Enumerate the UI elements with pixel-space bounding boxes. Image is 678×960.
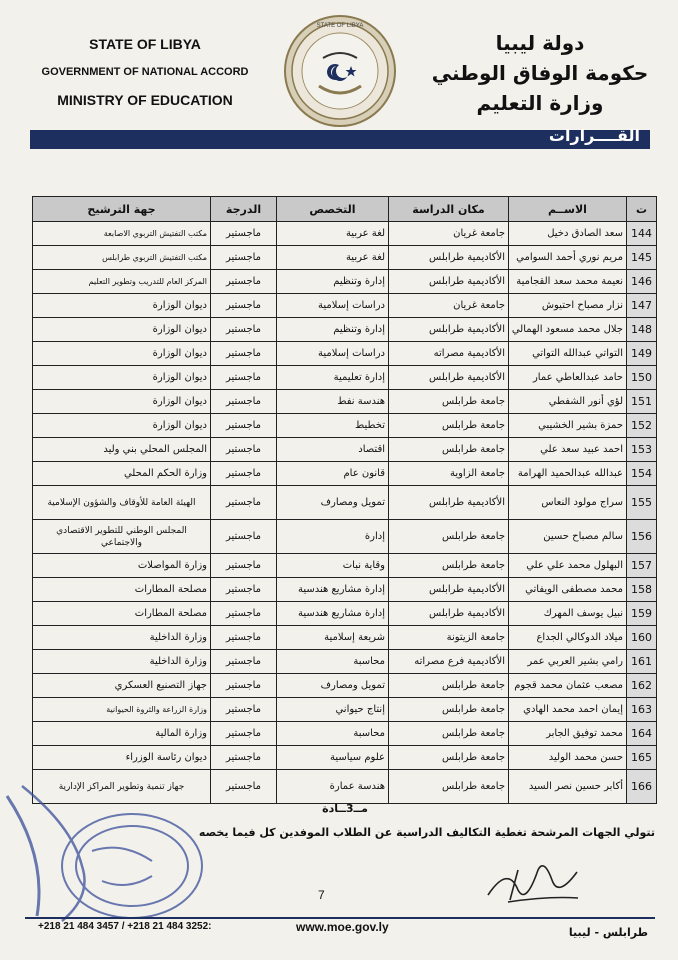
table-row (33, 746, 657, 770)
cell-number: 163 (627, 698, 657, 722)
cell-specialty: إدارة وتنظيم (277, 270, 389, 294)
cell-specialty: محاسبة (277, 722, 389, 746)
cell-name: مريم نوري أحمد السوامي (509, 246, 627, 270)
cell-place: جامعة طرابلس (389, 722, 509, 746)
cell-specialty: دراسات إسلامية (277, 342, 389, 366)
cell-name: مصعب عثمان محمد قجوم (509, 674, 627, 698)
cell-degree: ماجستير (211, 626, 277, 650)
column-header-number: ت (627, 197, 657, 222)
cell-place: جامعة طرابلس (389, 698, 509, 722)
cell-place: الأكاديمية طرابلس (389, 270, 509, 294)
table-row (33, 342, 657, 366)
cell-nominator: مكتب التفتيش التربوي طرابلس (33, 246, 211, 270)
cell-name: نبيل يوسف المهرك (509, 602, 627, 626)
table-row (33, 270, 657, 294)
table-row (33, 390, 657, 414)
cell-place: جامعة غريان (389, 294, 509, 318)
cell-nominator: ديوان الوزارة (33, 390, 211, 414)
cell-nominator: جهاز التصنيع العسكري (33, 674, 211, 698)
cell-name: جلال محمد مسعود الهمالي (509, 318, 627, 342)
table-row (33, 626, 657, 650)
footer-website: www.moe.gov.ly (296, 920, 389, 934)
cell-number: 153 (627, 438, 657, 462)
cell-place: الأكاديمية طرابلس (389, 578, 509, 602)
cell-specialty: إدارة مشاريع هندسية (277, 602, 389, 626)
cell-number: 148 (627, 318, 657, 342)
cell-nominator: مصلحة المطارات (33, 602, 211, 626)
cell-nominator: ديوان الوزارة (33, 294, 211, 318)
cell-number: 154 (627, 462, 657, 486)
cell-specialty: علوم سياسية (277, 746, 389, 770)
header-ar-line-2: حكومة الوفاق الوطني (431, 61, 649, 85)
cell-number: 147 (627, 294, 657, 318)
column-header-place: مكان الدراسة (389, 197, 509, 222)
cell-specialty: تخطيط (277, 414, 389, 438)
cell-name: نعيمة محمد سعد القجامية (509, 270, 627, 294)
cell-name: إيمان احمد محمد الهادي (509, 698, 627, 722)
cell-name: البهلول محمد علي علي (509, 554, 627, 578)
cell-name: حامد عبدالعاطي عمار (509, 366, 627, 390)
cell-nominator: مكتب التفتيش التربوي الاصابعة (33, 222, 211, 246)
cell-name: رامي بشير العربي عمر (509, 650, 627, 674)
table-row (33, 294, 657, 318)
table-row (33, 554, 657, 578)
column-header-name: الاســم (509, 197, 627, 222)
cell-number: 151 (627, 390, 657, 414)
seal-text: STATE OF LIBYA (316, 23, 364, 29)
cell-specialty: إدارة (277, 520, 389, 554)
cell-specialty: إنتاج حيواني (277, 698, 389, 722)
cell-place: الأكاديمية طرابلس (389, 486, 509, 520)
cell-nominator: ديوان الوزارة (33, 342, 211, 366)
cell-degree: ماجستير (211, 554, 277, 578)
cell-degree: ماجستير (211, 342, 277, 366)
cell-name: احمد عبيد سعد علي (509, 438, 627, 462)
column-header-specialty: التخصص (277, 197, 389, 222)
cell-specialty: شريعة إسلامية (277, 626, 389, 650)
table-row (33, 650, 657, 674)
table-row (33, 674, 657, 698)
table-row (33, 486, 657, 520)
cell-place: جامعة طرابلس (389, 520, 509, 554)
cell-specialty: هندسة نفط (277, 390, 389, 414)
cell-place: الأكاديمية طرابلس (389, 602, 509, 626)
cell-number: 156 (627, 520, 657, 554)
cell-specialty: تمويل ومصارف (277, 486, 389, 520)
cell-nominator: وزارة الحكم المحلي (33, 462, 211, 486)
cell-nominator: مصلحة المطارات (33, 578, 211, 602)
cell-name: عبدالله عبدالحميد الهرامة (509, 462, 627, 486)
cell-place: جامعة طرابلس (389, 770, 509, 804)
cell-degree: ماجستير (211, 698, 277, 722)
table-row (33, 222, 657, 246)
cell-specialty: وقاية نبات (277, 554, 389, 578)
footer-phone: +218 21 484 3457 / +218 21 484 3252: (38, 921, 212, 932)
cell-degree: ماجستير (211, 318, 277, 342)
cell-name: حمزة بشير الخشيبي (509, 414, 627, 438)
cell-number: 149 (627, 342, 657, 366)
cell-degree: ماجستير (211, 650, 277, 674)
cell-name: أكابر حسين نصر السيد (509, 770, 627, 804)
cell-place: جامعة طرابلس (389, 554, 509, 578)
state-seal-icon (283, 14, 397, 128)
cell-number: 158 (627, 578, 657, 602)
cell-nominator: ديوان الوزارة (33, 366, 211, 390)
table-row (33, 246, 657, 270)
article-heading: مــ3ــادة (322, 802, 368, 815)
cell-place: جامعة طرابلس (389, 674, 509, 698)
ministry-stamp-icon (2, 776, 222, 926)
table-row (33, 318, 657, 342)
table-body (33, 222, 657, 804)
cell-number: 155 (627, 486, 657, 520)
header-arabic (430, 28, 650, 118)
cell-place: الأكاديمية طرابلس (389, 366, 509, 390)
header-en-line-2: GOVERNMENT OF NATIONAL ACCORD (41, 66, 249, 78)
cell-nominator: المركز العام للتدريب وتطوير التعليم (33, 270, 211, 294)
cell-specialty: اقتصاد (277, 438, 389, 462)
cell-nominator: وزارة المالية (33, 722, 211, 746)
cell-degree: ماجستير (211, 770, 277, 804)
column-header-nominator: جهة الترشيح (33, 197, 211, 222)
article-text: تتولي الجهات المرشحة تغطية التكاليف الدراسية عن الطلاب الموفدين كل فيما يخصه (198, 826, 655, 839)
table-header-row (33, 197, 657, 222)
cell-place: جامعة طرابلس (389, 746, 509, 770)
footer-city: طرابلس - ليبيا (568, 926, 648, 939)
header-ar-line-3: وزارة التعليم (476, 91, 604, 115)
cell-degree: ماجستير (211, 674, 277, 698)
signature-icon (478, 850, 588, 910)
cell-place: الأكاديمية طرابلس (389, 246, 509, 270)
table-row (33, 414, 657, 438)
cell-degree: ماجستير (211, 462, 277, 486)
cell-nominator: ديوان الوزارة (33, 318, 211, 342)
cell-name: سعد الصادق دخيل (509, 222, 627, 246)
table-row (33, 602, 657, 626)
cell-name: التواتي عبدالله التواتي (509, 342, 627, 366)
cell-specialty: إدارة مشاريع هندسية (277, 578, 389, 602)
table-row (33, 520, 657, 554)
cell-degree: ماجستير (211, 270, 277, 294)
cell-specialty: لغة عربية (277, 246, 389, 270)
cell-degree: ماجستير (211, 520, 277, 554)
cell-place: جامعة طرابلس (389, 390, 509, 414)
table-row (33, 722, 657, 746)
cell-specialty: إدارة تعليمية (277, 366, 389, 390)
cell-degree: ماجستير (211, 722, 277, 746)
cell-specialty: قانون عام (277, 462, 389, 486)
cell-nominator: المجلس الوطني للتطوير الاقتصادي والاجتماعي (33, 520, 211, 554)
cell-nominator: وزارة الداخلية (33, 650, 211, 674)
cell-place: جامعة غريان (389, 222, 509, 246)
table-row (33, 438, 657, 462)
cell-number: 161 (627, 650, 657, 674)
cell-number: 160 (627, 626, 657, 650)
cell-specialty: محاسبة (277, 650, 389, 674)
section-title: القــــرارات (548, 126, 640, 145)
cell-degree: ماجستير (211, 746, 277, 770)
decisions-table (32, 196, 657, 804)
cell-number: 145 (627, 246, 657, 270)
cell-number: 164 (627, 722, 657, 746)
cell-nominator: وزارة الزراعة والثروة الحيوانية (33, 698, 211, 722)
cell-degree: ماجستير (211, 294, 277, 318)
cell-degree: ماجستير (211, 246, 277, 270)
cell-nominator: جهاز تنمية وتطوير المراكز الإدارية (33, 770, 211, 804)
cell-number: 146 (627, 270, 657, 294)
cell-nominator: ديوان رئاسة الوزراء (33, 746, 211, 770)
cell-place: جامعة طرابلس (389, 414, 509, 438)
cell-place: الأكاديمية طرابلس (389, 318, 509, 342)
cell-place: جامعة الزاوية (389, 462, 509, 486)
cell-name: سراج مولود النعاس (509, 486, 627, 520)
cell-specialty: دراسات إسلامية (277, 294, 389, 318)
cell-name: محمد توفيق الجابر (509, 722, 627, 746)
cell-degree: ماجستير (211, 222, 277, 246)
cell-nominator: وزارة الداخلية (33, 626, 211, 650)
footer-divider (25, 917, 655, 919)
cell-specialty: لغة عربية (277, 222, 389, 246)
header-en-line-3: MINISTRY OF EDUCATION (57, 92, 233, 108)
cell-name: ميلاد الدوكالي الجداع (509, 626, 627, 650)
cell-specialty: تمويل ومصارف (277, 674, 389, 698)
cell-number: 159 (627, 602, 657, 626)
cell-degree: ماجستير (211, 578, 277, 602)
cell-degree: ماجستير (211, 390, 277, 414)
cell-number: 152 (627, 414, 657, 438)
cell-name: محمد مصطفى الويفاتي (509, 578, 627, 602)
table-row (33, 366, 657, 390)
table-row (33, 462, 657, 486)
cell-degree: ماجستير (211, 602, 277, 626)
cell-degree: ماجستير (211, 438, 277, 462)
cell-name: سالم مصباح حسين (509, 520, 627, 554)
cell-number: 162 (627, 674, 657, 698)
cell-name: حسن محمد الوليد (509, 746, 627, 770)
cell-number: 165 (627, 746, 657, 770)
cell-name: نزار مصباح احتيوش (509, 294, 627, 318)
cell-place: جامعة طرابلس (389, 438, 509, 462)
cell-nominator: الهيئة العامة للأوقاف والشؤون الإسلامية (33, 486, 211, 520)
cell-number: 144 (627, 222, 657, 246)
cell-degree: ماجستير (211, 414, 277, 438)
page-number: 7 (318, 888, 325, 902)
column-header-degree: الدرجة (211, 197, 277, 222)
cell-place: الأكاديمية مصراته (389, 342, 509, 366)
cell-place: الأكاديمية فرع مصراته (389, 650, 509, 674)
cell-number: 150 (627, 366, 657, 390)
header-ar-line-1: دولة ليبيا (495, 31, 585, 55)
cell-number: 157 (627, 554, 657, 578)
cell-specialty: إدارة وتنظيم (277, 318, 389, 342)
cell-nominator: المجلس المحلي بني وليد (33, 438, 211, 462)
cell-degree: ماجستير (211, 486, 277, 520)
cell-name: لؤي أنور الشفطي (509, 390, 627, 414)
cell-number: 166 (627, 770, 657, 804)
header-en-line-1: STATE OF LIBYA (89, 36, 201, 52)
cell-nominator: ديوان الوزارة (33, 414, 211, 438)
cell-place: جامعة الزيتونة (389, 626, 509, 650)
header-english (20, 30, 270, 114)
cell-specialty: هندسة عمارة (277, 770, 389, 804)
cell-nominator: وزارة المواصلات (33, 554, 211, 578)
table-row (33, 578, 657, 602)
cell-degree: ماجستير (211, 366, 277, 390)
table-row (33, 698, 657, 722)
